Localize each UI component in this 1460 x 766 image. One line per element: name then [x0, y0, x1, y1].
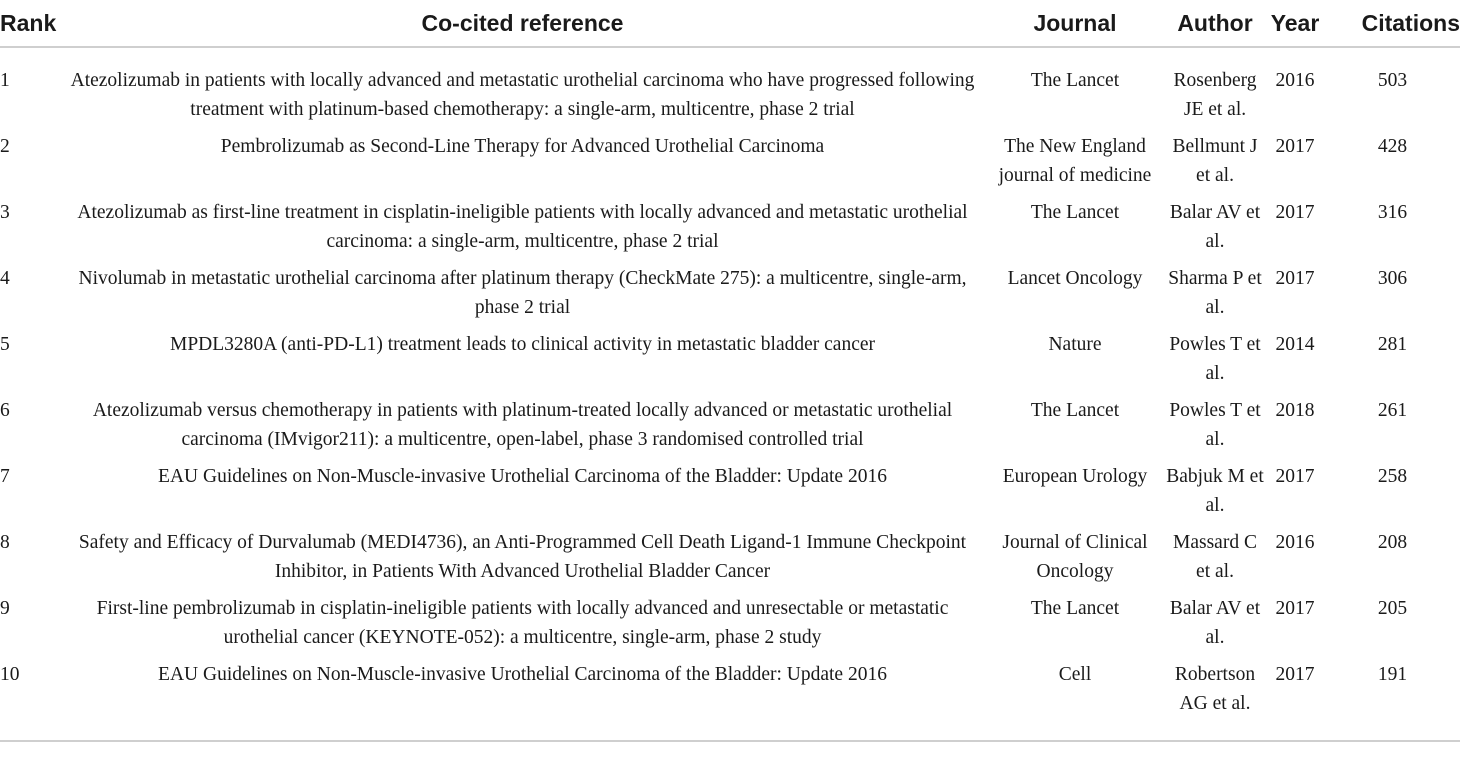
cell-journal: European Urology [1002, 466, 1148, 487]
table-row [0, 528, 1460, 594]
cell-reference: First-line pembrolizumab in cisplatin-ineligible patients with locally advanced and unresectable or metastatic urothelial cancer (KEYNOTE-052): a multicentre, single-arm, phase 2 study [96, 598, 949, 648]
cell-journal: Lancet Oncology [1007, 268, 1143, 289]
cell-journal: The New England journal of medicine [998, 136, 1152, 186]
header-reference: Co-cited reference [60, 0, 985, 47]
table-row [0, 396, 1460, 462]
cell-reference: Nivolumab in metastatic urothelial carcinoma after platinum therapy (CheckMate 275): a multicentre, single-arm, phase 2 trial [78, 268, 967, 318]
cell-citations: 258 [1377, 466, 1408, 487]
cell-reference: Pembrolizumab as Second-Line Therapy for Advanced Urothelial Carcinoma [220, 136, 825, 157]
cell-author: Powles T et al. [1169, 400, 1261, 450]
cell-journal: Cell [985, 660, 1165, 741]
cell-citations: 191 [1325, 660, 1460, 741]
header-rank: Rank [0, 0, 60, 47]
cell-reference: Safety and Efficacy of Durvalumab (MEDI4736), an Anti-Programmed Cell Death Ligand-1 Immune Checkpoint Inhibitor, in Patients With Advanced Urothelial Bladder Cancer [78, 532, 967, 582]
header-year: Year [1265, 0, 1325, 47]
header-citations: Citations [1325, 0, 1460, 47]
cell-citations: 428 [1377, 136, 1408, 157]
table-row [0, 330, 1460, 396]
cell-citations: 205 [1377, 598, 1408, 619]
cell-journal: The Lancet [1030, 202, 1120, 223]
cell-author: Powles T et al. [1169, 334, 1261, 384]
cell-author: Balar AV et al. [1169, 202, 1261, 252]
cell-journal: The Lancet [1030, 70, 1120, 91]
cell-year: 2017 [1275, 136, 1315, 157]
cell-year: 2017 [1265, 660, 1325, 741]
cell-author: Rosenberg JE et al. [1173, 70, 1257, 120]
cell-author: Sharma P et al. [1168, 268, 1262, 318]
cell-rank: 9 [0, 598, 10, 619]
cell-rank: 8 [0, 532, 10, 553]
table-body [0, 47, 1460, 741]
cell-year: 2017 [1275, 598, 1315, 619]
table-row [0, 660, 1460, 741]
cell-journal: The Lancet [1030, 598, 1120, 619]
cell-author: Robertson AG et al. [1165, 660, 1265, 741]
cell-journal: The Lancet [1030, 400, 1120, 421]
cell-citations: 306 [1377, 268, 1408, 289]
table-header [0, 0, 1460, 47]
cell-reference: EAU Guidelines on Non-Muscle-invasive Urothelial Carcinoma of the Bladder: Update 2016 [60, 660, 985, 741]
cell-journal: Journal of Clinical Oncology [1002, 532, 1148, 582]
cell-rank: 7 [0, 466, 10, 487]
cell-year: 2017 [1275, 466, 1315, 487]
cell-rank: 4 [0, 268, 10, 289]
cell-citations: 261 [1377, 400, 1408, 421]
cell-rank: 1 [0, 70, 10, 91]
cell-rank: 2 [0, 136, 10, 157]
cell-year: 2016 [1275, 532, 1315, 553]
cell-reference: Atezolizumab in patients with locally advanced and metastatic urothelial carcinoma who have progressed following treatment with platinum-based chemotherapy: a single-arm, multicentre, phase 2 trial [70, 70, 975, 120]
cell-reference: MPDL3280A (anti-PD-L1) treatment leads to clinical activity in metastatic bladder cancer [169, 334, 876, 355]
cell-rank: 6 [0, 400, 10, 421]
table-row [0, 594, 1460, 660]
cell-author: Bellmunt J et al. [1172, 136, 1258, 186]
cell-citations: 316 [1377, 202, 1408, 223]
table-row [0, 47, 1460, 132]
cell-year: 2016 [1275, 70, 1315, 91]
cell-author: Massard C et al. [1173, 532, 1257, 582]
cell-year: 2014 [1275, 334, 1315, 355]
cell-year: 2017 [1275, 202, 1315, 223]
cell-author: Balar AV et al. [1169, 598, 1261, 648]
cell-author: Babjuk M et al. [1166, 466, 1264, 516]
cell-rank: 5 [0, 334, 10, 355]
cell-journal: Nature [1048, 334, 1102, 355]
cell-year: 2018 [1275, 400, 1315, 421]
cell-reference: EAU Guidelines on Non-Muscle-invasive Urothelial Carcinoma of the Bladder: Update 2016 [158, 466, 887, 487]
table-row [0, 198, 1460, 264]
cell-citations: 503 [1377, 70, 1408, 91]
table-row [0, 132, 1460, 198]
cell-reference: Atezolizumab versus chemotherapy in patients with platinum-treated locally advanced or metastatic urothelial carcinoma (IMvigor211): a multicentre, open-label, phase 3 randomised controlled trial [92, 400, 953, 450]
cell-citations: 281 [1377, 334, 1408, 355]
header-journal: Journal [985, 0, 1165, 47]
cell-rank: 3 [0, 202, 10, 223]
header-row [0, 0, 1460, 47]
cell-reference: Atezolizumab as first-line treatment in cisplatin-ineligible patients with locally advanced and metastatic urothelial carcinoma: a single-arm, multicentre, phase 2 trial [77, 202, 968, 252]
cell-year: 2017 [1275, 268, 1315, 289]
table-row [0, 462, 1460, 528]
cell-citations: 208 [1377, 532, 1408, 553]
table-row [0, 264, 1460, 330]
cell-rank: 10 [0, 660, 60, 741]
header-author: Author [1165, 0, 1265, 47]
